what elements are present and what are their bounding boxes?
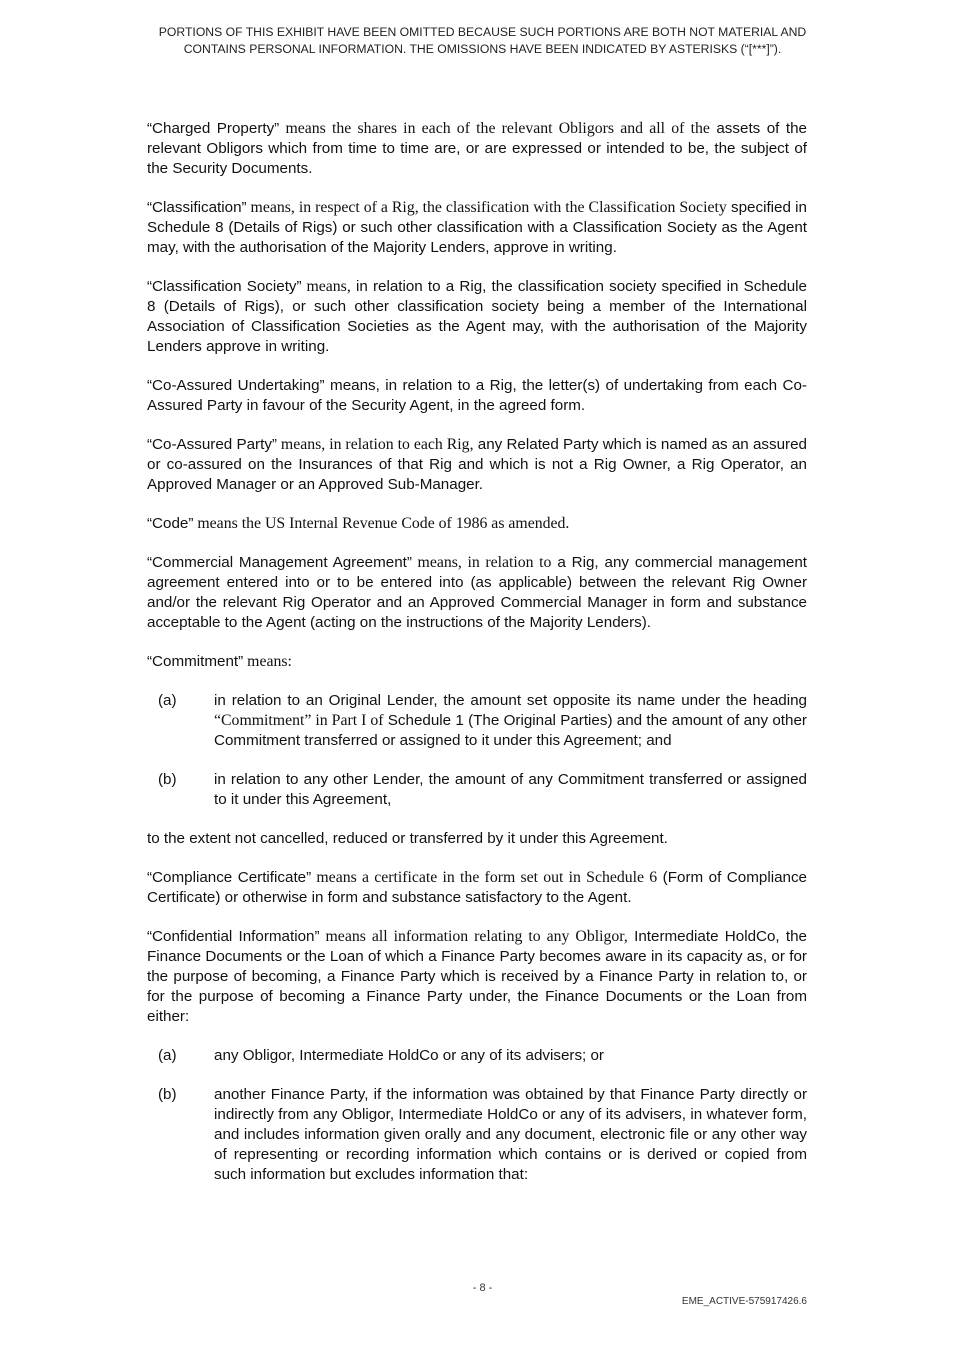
- list-item-label: (a): [158, 692, 177, 709]
- list-item-text: [214, 770, 807, 810]
- list-item-text: another Finance Party, if the information was obtained by that Finance Party directly or indirectly from any Obligor, Intermediate HoldCo or any of its advisers, in whatever form, and includes information given orally and any document, electronic file or any other way of representing or recording information which contains or is derived or copied from such information but excludes information that:: [214, 1086, 807, 1183]
- definition-text: Intermediate HoldCo, the Finance Documents or the Loan of which a Finance Party becomes aware in its capacity as, or for the purpose of becoming, a Finance Party which is received by a Finance Party in relation to, or for the purpose of becoming a Finance Party under, the Finance Documents or the Loan from either:: [147, 928, 808, 1025]
- list-item-text: [214, 691, 807, 751]
- definition-text-serif: means the US Internal Revenue Code of 1986 as amended.: [193, 515, 570, 532]
- list-item-label: (b): [158, 771, 177, 788]
- header-line-1: PORTIONS OF THIS EXHIBIT HAVE BEEN OMITTED BECAUSE SUCH PORTIONS ARE BOTH NOT MATERIAL AND: [158, 25, 807, 39]
- definition-text-serif: means a certificate in the form set out in Schedule 6: [311, 869, 658, 886]
- list-item-label: (a): [158, 1047, 177, 1064]
- list-item: [147, 1046, 807, 1066]
- definition-co-assured-undertaking: [147, 376, 807, 416]
- definition-text: any Related Party which is named as an assured or co-assured on the Insurances of that Rig and which is not a Rig Owner, a Rig Operator, an Approved Manager or an Approved Sub-Manager.: [147, 436, 807, 493]
- definition-text-serif: means:: [243, 653, 292, 670]
- definition-term: “Commercial Management Agreement”: [147, 554, 412, 571]
- definition-co-assured-party: [147, 435, 807, 495]
- definition-text: assets of the relevant Obligors which from time to time are, or are expressed or intended to be, the subject of the Security Documents.: [147, 120, 807, 177]
- definition-text: means, in relation to a Rig, the letter(s) of undertaking from each Co-Assured Party in favour of the Security Agent, in the agreed form.: [147, 377, 807, 414]
- definition-commercial-management-agreement: [147, 553, 807, 633]
- document-body: [147, 119, 807, 1204]
- definition-text-serif: means,: [301, 278, 351, 295]
- definition-confidential-information: [147, 927, 807, 1027]
- definition-text-serif: means the shares in each of the relevant Obligors and all of the: [279, 120, 710, 137]
- definition-text: (Form of Compliance Certificate) or otherwise in form and substance satisfactory to the Agent.: [147, 869, 807, 906]
- list-item-text-part: Schedule 1 (The Original Parties) and the amount of any other Commitment transferred or assigned to it under this Agreement; and: [214, 712, 807, 749]
- definition-term: “Confidential Information”: [147, 928, 320, 945]
- list-item: [147, 1085, 807, 1185]
- page-number: - 8 -: [472, 1282, 493, 1294]
- list-item-text-part: in relation to an Original Lender, the amount set opposite its name under the heading: [214, 692, 807, 709]
- list-item-label: (b): [158, 1086, 177, 1103]
- document-reference: EME_ACTIVE-575917426.6: [681, 1296, 807, 1307]
- definition-term: “Classification”: [147, 199, 247, 216]
- list-item: [147, 770, 807, 810]
- definition-term: “Classification Society”: [147, 278, 302, 295]
- list-item-text: any Obligor, Intermediate HoldCo or any of its advisers; or: [214, 1047, 604, 1064]
- commitment-trailing-text: to the extent not cancelled, reduced or transferred by it under this Agreement.: [147, 830, 668, 847]
- definition-text-serif: means, in relation to each Rig,: [276, 436, 474, 453]
- definition-text: specified in Schedule 8 (Details of Rigs) or such other classification with a Classification Society as the Agent may, with the authorisation of the Majority Lenders, approve in writing.: [147, 199, 808, 256]
- definition-term: “Compliance Certificate”: [147, 869, 312, 886]
- definition-text: in relation to a Rig, the classification society specified in Schedule 8 (Details of Rigs), or such other classification society being a member of the International Association of Classification Societies as the Agent may, with the authorisation of the Majority Lenders approve in writing.: [147, 278, 807, 355]
- definition-classification-society: [147, 277, 807, 357]
- definition-text-serif: means all information relating to any Obligor,: [319, 928, 628, 945]
- list-item-text-part: in relation to any other Lender, the amount of any Commitment transferred or assigned to it under this Agreement,: [214, 771, 807, 808]
- list-item: [147, 691, 807, 751]
- definition-text: a Rig, any commercial management agreement entered into or to be entered into (as applicable) between the relevant Rig Owner and/or the relevant Rig Operator and an Approved Commercial Manager in form and substance acceptable to the Agent (acting on the instructions of the Majority Lenders).: [147, 554, 807, 631]
- header-line-2: CONTAINS PERSONAL INFORMATION. THE OMISSIONS HAVE BEEN INDICATED BY ASTERISKS (“[***]”).: [183, 42, 782, 56]
- definition-code: [147, 514, 807, 534]
- definition-commitment: [147, 652, 807, 672]
- definition-term: “Co-Assured Party”: [147, 436, 277, 453]
- definition-term: “Code”: [147, 515, 194, 532]
- definition-term: “Co-Assured Undertaking”: [147, 377, 325, 394]
- definition-charged-property: [147, 119, 807, 179]
- definition-classification: [147, 198, 807, 258]
- definition-text-serif: means, in respect of a Rig, the classification with the Classification Society: [246, 199, 727, 216]
- page-header-notice: [60, 24, 905, 58]
- definition-term: “Charged Property”: [147, 120, 280, 137]
- list-item-text-serif: “Commitment” in Part I of: [214, 712, 384, 729]
- definition-text-serif: means, in relation to: [411, 554, 552, 571]
- definition-term: “Commitment”: [147, 653, 244, 670]
- definition-compliance-certificate: [147, 868, 807, 908]
